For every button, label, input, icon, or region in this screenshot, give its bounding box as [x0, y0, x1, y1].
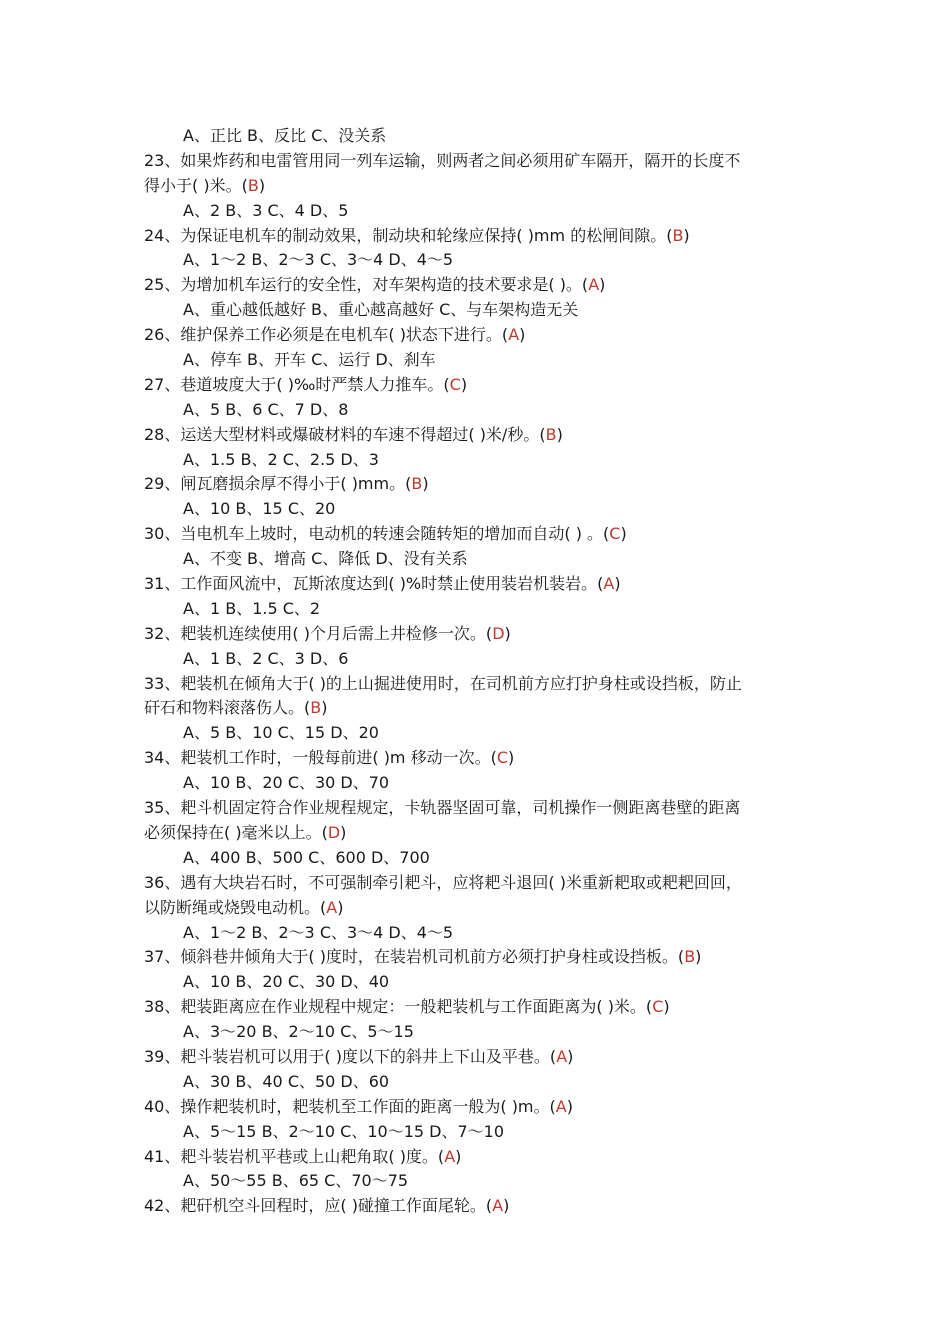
answer-options: A、5 B、6 C、7 D、8: [183, 399, 349, 419]
question-stem: 30、当电机车上坡时，电动机的转速会随转矩的增加而自动( ) 。(: [144, 524, 610, 544]
answer-options: A、停车 B、开车 C、运行 D、刹车: [183, 350, 436, 370]
answer-options: A、正比 B、反比 C、没关系: [183, 126, 387, 145]
question-text-tail: 必须保持在( )毫米以上。(: [144, 822, 328, 842]
question-stem: 32、耙装机连续使用( )个月后需上井检修一次。(: [144, 623, 493, 643]
closing-paren: ): [258, 175, 266, 195]
answer-options: A、400 B、500 C、600 D、700: [183, 847, 430, 867]
question-text: [0, 472, 950, 497]
question-text: [0, 423, 950, 448]
answer-key: C: [609, 524, 621, 544]
answer-key: D: [327, 822, 341, 842]
closing-paren: ): [337, 897, 344, 917]
question-text: [0, 995, 950, 1020]
question-text: [0, 224, 950, 249]
answer-options: A、50～55 B、65 C、70～75: [183, 1171, 409, 1191]
answer-key: A: [508, 325, 520, 345]
answer-key: A: [588, 275, 600, 295]
closing-paren: ): [504, 623, 511, 643]
question-text: [0, 1145, 950, 1170]
question-text: [0, 1194, 950, 1219]
question-stem: 29、闸瓦磨损余厚不得小于( )mm。(: [144, 474, 412, 494]
answer-key: C: [496, 748, 509, 768]
closing-paren: ): [614, 574, 621, 594]
question-text: 35、耙斗机固定符合作业规程规定，卡轨器坚固可靠，司机操作一侧距离巷壁的距离: [144, 798, 741, 818]
question-stem: 25、为增加机车运行的安全性，对车架构造的技术要求是( )。(: [144, 275, 589, 295]
closing-paren: ): [508, 748, 515, 768]
closing-paren: ): [663, 997, 670, 1017]
answer-options: A、10 B、20 C、30 D、70: [183, 773, 390, 793]
answer-key: A: [555, 1096, 567, 1116]
question-text: [0, 373, 950, 398]
closing-paren: ): [422, 474, 429, 494]
answer-options: A、不变 B、增高 C、降低 D、没有关系: [183, 549, 468, 569]
question-stem: 39、耙斗装岩机可以用于( )度以下的斜井上下山及平巷。(: [144, 1046, 557, 1066]
closing-paren: ): [567, 1046, 574, 1066]
question-continuation: [0, 896, 950, 921]
closing-paren: ): [503, 1196, 510, 1216]
closing-paren: ): [519, 325, 526, 345]
question-text: [0, 522, 950, 547]
answer-key: B: [247, 175, 259, 195]
answer-options: A、3～20 B、2～10 C、5～15: [183, 1022, 414, 1042]
question-text: [0, 1095, 950, 1120]
question-text-tail: 得小于( )米。(: [144, 175, 248, 195]
question-text: [0, 323, 950, 348]
question-text: 33、耙装机在倾角大于( )的上山掘进使用时，在司机前方应打护身柱或设挡板，防止: [144, 673, 742, 693]
closing-paren: ): [556, 424, 563, 444]
question-continuation: [0, 174, 950, 199]
answer-key: A: [444, 1146, 456, 1166]
answer-key: A: [556, 1046, 568, 1066]
answer-key: D: [492, 623, 505, 643]
question-continuation: [0, 821, 950, 846]
answer-options: A、1～2 B、2～3 C、3～4 D、4～5: [183, 250, 454, 270]
answer-options: A、1～2 B、2～3 C、3～4 D、4～5: [183, 922, 454, 942]
question-text: [0, 572, 950, 597]
answer-key: A: [603, 574, 615, 594]
answer-options: A、5 B、10 C、15 D、20: [183, 723, 379, 743]
answer-key: A: [326, 897, 338, 917]
answer-options: A、重心越低越好 B、重心越高越好 C、与车架构造无关: [183, 300, 579, 320]
answer-options: A、1 B、1.5 C、2: [183, 598, 321, 618]
answer-options: A、2 B、3 C、4 D、5: [183, 200, 349, 220]
answer-options: A、5～15 B、2～10 C、10～15 D、7～10: [183, 1121, 505, 1141]
answer-key: B: [545, 424, 557, 444]
answer-key: B: [310, 698, 322, 718]
question-text: [0, 622, 950, 647]
answer-key: B: [411, 474, 423, 494]
answer-key: C: [449, 374, 461, 394]
question-stem: 34、耙装机工作时，一般每前进( )m 移动一次。(: [144, 748, 497, 768]
question-text: [0, 273, 950, 298]
closing-paren: ): [695, 947, 702, 967]
question-stem: 24、为保证电机车的制动效果，制动块和轮缘应保持( )mm 的松闸间隙。(: [144, 225, 673, 245]
answer-key: C: [652, 997, 664, 1017]
question-stem: 31、工作面风流中，瓦斯浓度达到( )%时禁止使用装岩机装岩。(: [144, 574, 604, 594]
question-continuation: [0, 696, 950, 721]
closing-paren: ): [620, 524, 627, 544]
answer-key: B: [672, 225, 684, 245]
question-stem: 40、操作耙装机时，耙装机至工作面的距离一般为( )m。(: [144, 1096, 556, 1116]
question-text: 36、遇有大块岩石时，不可强制牵引耙斗，应将耙斗退回( )米重新耙取或耙耙回回，: [144, 872, 742, 892]
closing-paren: ): [683, 225, 690, 245]
question-list: [0, 124, 950, 1219]
question-stem: 38、耙装距离应在作业规程中规定：一般耙装机与工作面距离为( )米。(: [144, 997, 653, 1017]
answer-options: A、10 B、20 C、30 D、40: [183, 972, 390, 992]
closing-paren: ): [599, 275, 606, 295]
question-text: 23、如果炸药和电雷管用同一列车运输，则两者之间必须用矿车隔开，隔开的长度不: [144, 150, 741, 170]
closing-paren: ): [455, 1146, 462, 1166]
answer-key: A: [492, 1196, 504, 1216]
question-text: [0, 945, 950, 970]
question-text-tail: 矸石和物料滚落伤人。(: [144, 698, 311, 718]
closing-paren: ): [340, 822, 347, 842]
answer-key: B: [684, 947, 696, 967]
question-text-tail: 以防断绳或烧毁电动机。(: [144, 897, 327, 917]
question-stem: 37、倾斜巷井倾角大于( )度时，在装岩机司机前方必须打护身柱或设挡板。(: [144, 947, 685, 967]
closing-paren: ): [566, 1096, 573, 1116]
question-stem: 41、耙斗装岩机平巷或上山耙角取( )度。(: [144, 1146, 445, 1166]
question-text: [0, 746, 950, 771]
closing-paren: ): [321, 698, 328, 718]
question-text: [0, 1045, 950, 1070]
answer-options: A、30 B、40 C、50 D、60: [183, 1071, 390, 1091]
question-stem: 26、维护保养工作必须是在电机车( )状态下进行。(: [144, 325, 509, 345]
question-stem: 42、耙矸机空斗回程时，应( )碰撞工作面尾轮。(: [144, 1196, 493, 1216]
question-stem: 27、巷道坡度大于( )‰时严禁人力推车。(: [144, 374, 450, 394]
answer-options: A、1 B、2 C、3 D、6: [183, 648, 349, 668]
closing-paren: ): [460, 374, 468, 394]
answer-options: A、10 B、15 C、20: [183, 499, 336, 519]
question-stem: 28、运送大型材料或爆破材料的车速不得超过( )米/秒。(: [144, 424, 546, 444]
answer-options: A、1.5 B、2 C、2.5 D、3: [183, 449, 379, 469]
